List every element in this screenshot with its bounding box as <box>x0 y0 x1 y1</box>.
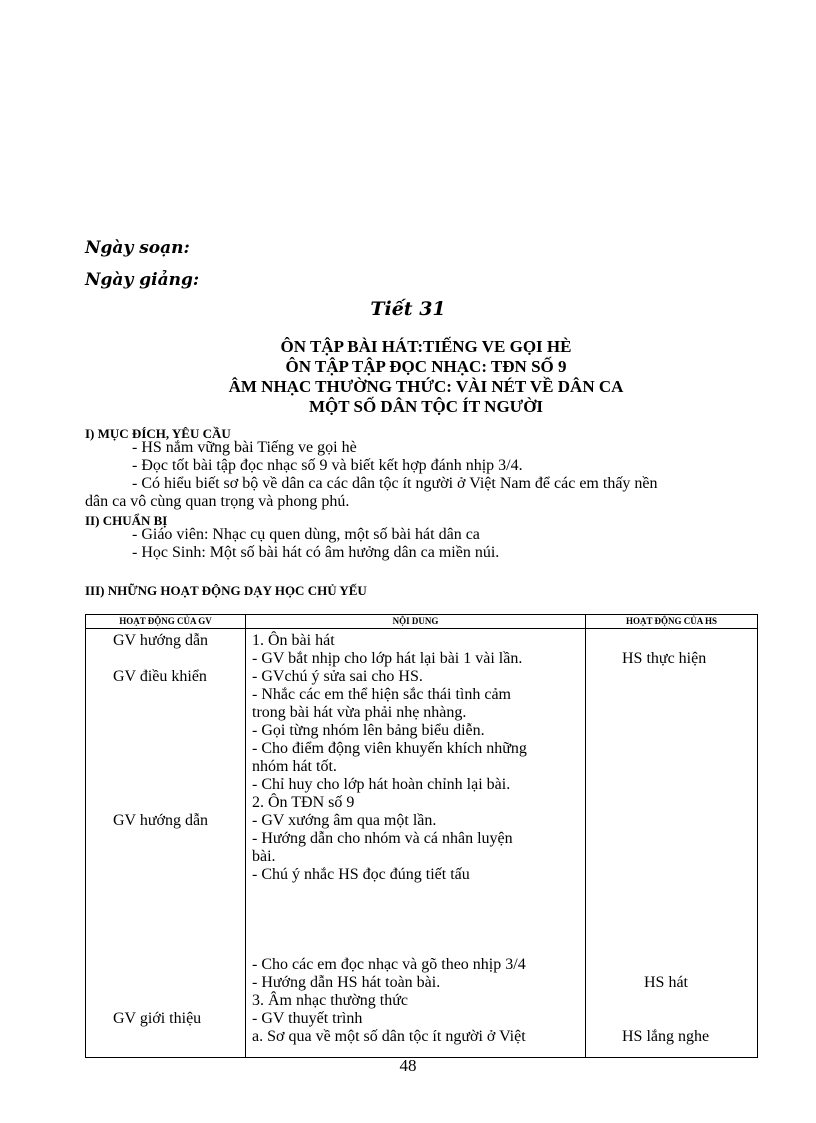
content-line: a. Sơ qua về một số dân tộc ít người ở Việt <box>252 1028 526 1045</box>
content-line: - Chú ý nhắc HS đọc đúng tiết tấu <box>252 866 470 883</box>
objective-line: - HS nắm vững bài Tiếng ve gọi hè <box>132 439 357 456</box>
header-content: NỘI DUNG <box>246 615 586 629</box>
title-line: MỘT SỐ DÂN TỘC ÍT NGƯỜI <box>308 397 544 416</box>
activities-table <box>85 614 758 1058</box>
section-heading-objectives: I) MỤC ĐÍCH, YÊU CẦU <box>85 426 231 441</box>
hs-activities-column <box>586 629 757 1057</box>
content-line: nhóm hát tốt. <box>252 758 337 775</box>
content-line: - Chỉ huy cho lớp hát hoàn chỉnh lại bài. <box>252 776 511 793</box>
gv-activity: GV điều khiển <box>113 668 207 685</box>
table-row <box>86 629 758 1058</box>
content-line: 1. Ôn bài hát <box>252 632 335 649</box>
objective-line: - Đọc tốt bài tập đọc nhạc số 9 và biết kết hợp đánh nhịp 3/4. <box>132 457 523 474</box>
title-line: ÔN TẬP TẬP ĐỌC NHẠC: TĐN SỐ 9 <box>285 357 567 376</box>
section-heading-preparation: II) CHUẨN BỊ <box>85 513 168 528</box>
content-line: - Hướng dẫn cho nhóm và cá nhân luyện <box>252 830 513 847</box>
hs-activity: HS lắng nghe <box>622 1028 710 1045</box>
content-line: - Nhắc các em thể hiện sắc thái tình cảm <box>252 686 511 703</box>
gv-activity: GV giới thiệu <box>113 1010 202 1027</box>
gv-activities-column <box>86 629 245 1057</box>
table-header-row <box>86 615 758 629</box>
title-line: ÔN TẬP BÀI HÁT:TIẾNG VE GỌI HÈ <box>280 337 572 356</box>
gv-activity: GV hướng dẫn <box>113 812 209 829</box>
content-line: - GV thuyết trình <box>252 1010 363 1027</box>
preparation-line: - Học Sinh: Một số bài hát có âm hưởng dân ca miền núi. <box>132 544 500 561</box>
content-line: - Cho các em đọc nhạc và gõ theo nhịp 3/4 <box>252 956 526 973</box>
content-line: - Gọi từng nhóm lên bảng biểu diễn. <box>252 722 485 739</box>
content-line: trong bài hát vừa phải nhẹ nhàng. <box>252 704 467 721</box>
content-line: - Hướng dẫn HS hát toàn bài. <box>252 974 441 991</box>
content-line: - GVchú ý sửa sai cho HS. <box>252 668 423 685</box>
hs-activity: HS thực hiện <box>622 650 707 667</box>
gv-activity: GV hướng dẫn <box>113 632 209 649</box>
lesson-titles <box>0 337 816 417</box>
title-line: ÂM NHẠC THƯỜNG THỨC: VÀI NÉT VỀ DÂN CA <box>228 377 624 396</box>
content-column <box>246 629 585 1057</box>
header-gv: HOẠT ĐỘNG CỦA GV <box>86 615 246 629</box>
content-line: bài. <box>252 848 276 865</box>
header-hs: HOẠT ĐỘNG CỦA HS <box>586 615 758 629</box>
content-line: - Cho điểm động viên khuyến khích những <box>252 740 527 757</box>
date-taught-label: Ngày giảng: <box>85 270 200 290</box>
content-line: - GV xướng âm qua một lần. <box>252 812 437 829</box>
objective-line: dân ca vô cùng quan trọng và phong phú. <box>85 493 350 510</box>
content-line: - GV bắt nhịp cho lớp hát lại bài 1 vài lần. <box>252 650 523 667</box>
page-number: 48 <box>399 1056 417 1075</box>
section-heading-activities: III) NHỮNG HOẠT ĐỘNG DẠY HỌC CHỦ YẾU <box>85 583 367 598</box>
hs-activity: HS hát <box>644 974 688 991</box>
content-line: 3. Âm nhạc thường thức <box>252 992 408 1009</box>
preparation-line: - Giáo viên: Nhạc cụ quen dùng, một số bài hát dân ca <box>132 526 480 543</box>
content-line: 2. Ôn TĐN số 9 <box>252 794 355 811</box>
objective-line: - Có hiểu biết sơ bộ về dân ca các dân tộc ít người ở Việt Nam để các em thấy nền <box>132 475 658 492</box>
lesson-number: Tiết 31 <box>370 298 446 320</box>
date-prepared-label: Ngày soạn: <box>85 238 190 258</box>
